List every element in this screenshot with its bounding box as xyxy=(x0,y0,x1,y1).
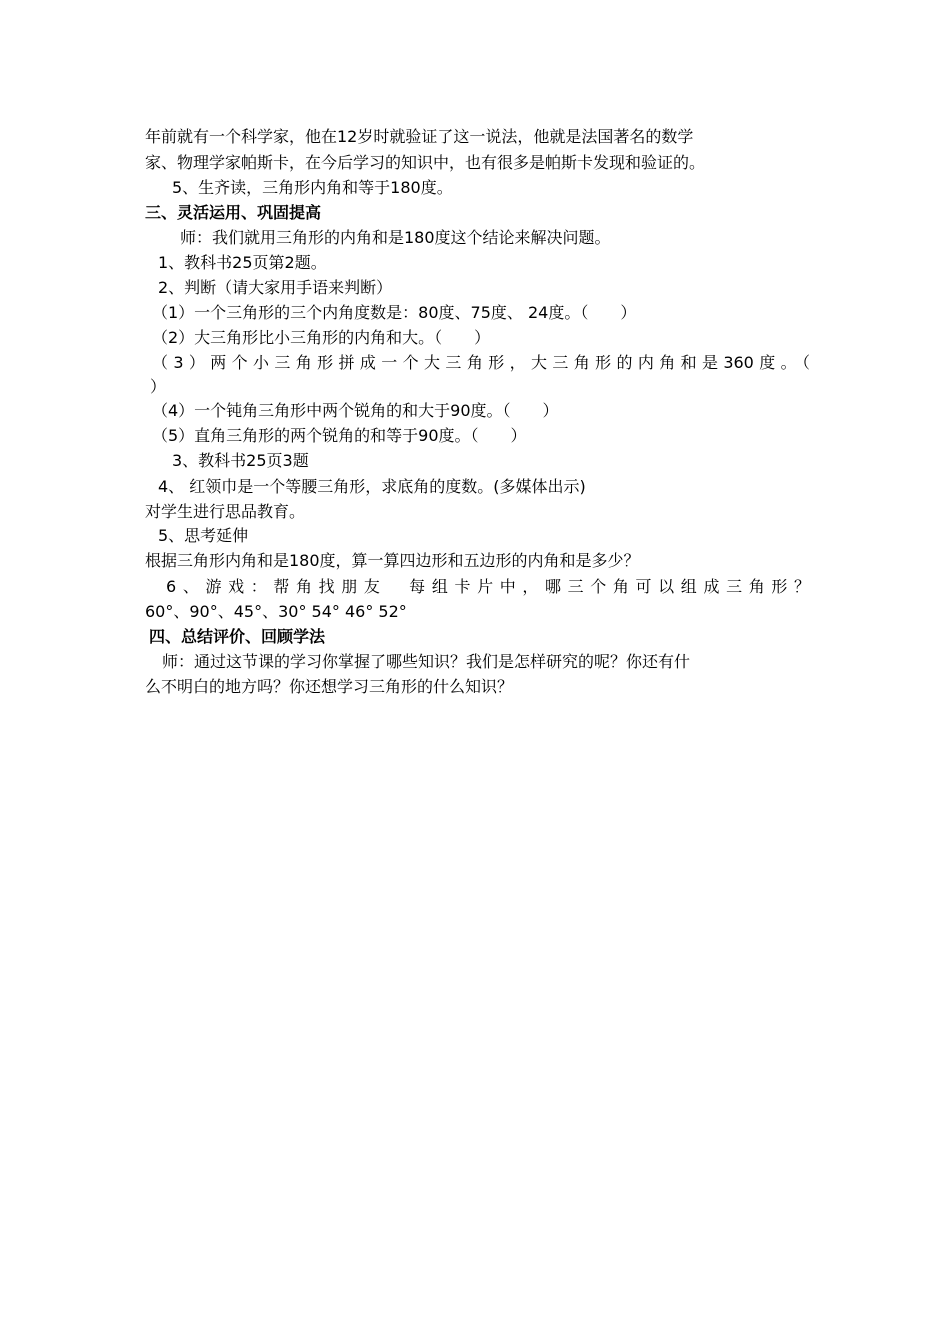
list-item: （4）一个钝角三角形中两个锐角的和大于90度。（ ） xyxy=(152,401,559,420)
section-heading: 四、总结评价、回顾学法 xyxy=(149,627,326,646)
paragraph-line: 师：通过这节课的学习你掌握了哪些知识？我们是怎样研究的呢？你还有什 xyxy=(162,652,691,671)
paragraph-line: 么不明白的地方吗？你还想学习三角形的什么知识？ xyxy=(145,677,514,696)
paragraph-line: 家、物理学家帕斯卡，在今后学习的知识中，也有很多是帕斯卡发现和验证的。 xyxy=(145,153,706,172)
paragraph-line: 对学生进行思品教育。 xyxy=(145,502,306,521)
paragraph-line: 年前就有一个科学家，他在12岁时就验证了这一说法，他就是法国著名的数学 xyxy=(145,127,694,146)
paragraph-line: 5、生齐读，三角形内角和等于180度。 xyxy=(172,178,453,197)
list-item: 3、教科书25页3题 xyxy=(172,451,309,470)
paragraph-line: 根据三角形内角和是180度，算一算四边形和五边形的内角和是多少？ xyxy=(145,551,640,570)
list-item: 6、游戏：帮角找朋友 每组卡片中，哪三个角可以组成三角形？ xyxy=(166,577,810,596)
list-item: 4、 红领巾是一个等腰三角形，求底角的度数。(多媒体出示) xyxy=(158,477,586,496)
list-item: 2、判断（请大家用手语来判断） xyxy=(158,278,393,297)
list-item: 1、教科书25页第2题。 xyxy=(158,253,327,272)
paragraph-line: 60°、90°、45°、30° 54° 46° 52° xyxy=(145,602,407,621)
list-item: （2）大三角形比小三角形的内角和大。（ ） xyxy=(152,328,491,347)
list-item: 5、思考延伸 xyxy=(158,526,249,545)
list-item: （1）一个三角形的三个内角度数是：80度、75度、 24度。（ ） xyxy=(152,303,637,322)
paragraph-line: 师：我们就用三角形的内角和是180度这个结论来解决问题。 xyxy=(180,228,611,247)
list-item: （3）两个小三角形拼成一个大三角形，大三角形的内角和是360度。（ xyxy=(152,353,810,372)
list-item: ） xyxy=(150,377,167,396)
section-heading: 三、灵活运用、巩固提高 xyxy=(145,203,322,222)
list-item: （5）直角三角形的两个锐角的和等于90度。（ ） xyxy=(152,426,527,445)
